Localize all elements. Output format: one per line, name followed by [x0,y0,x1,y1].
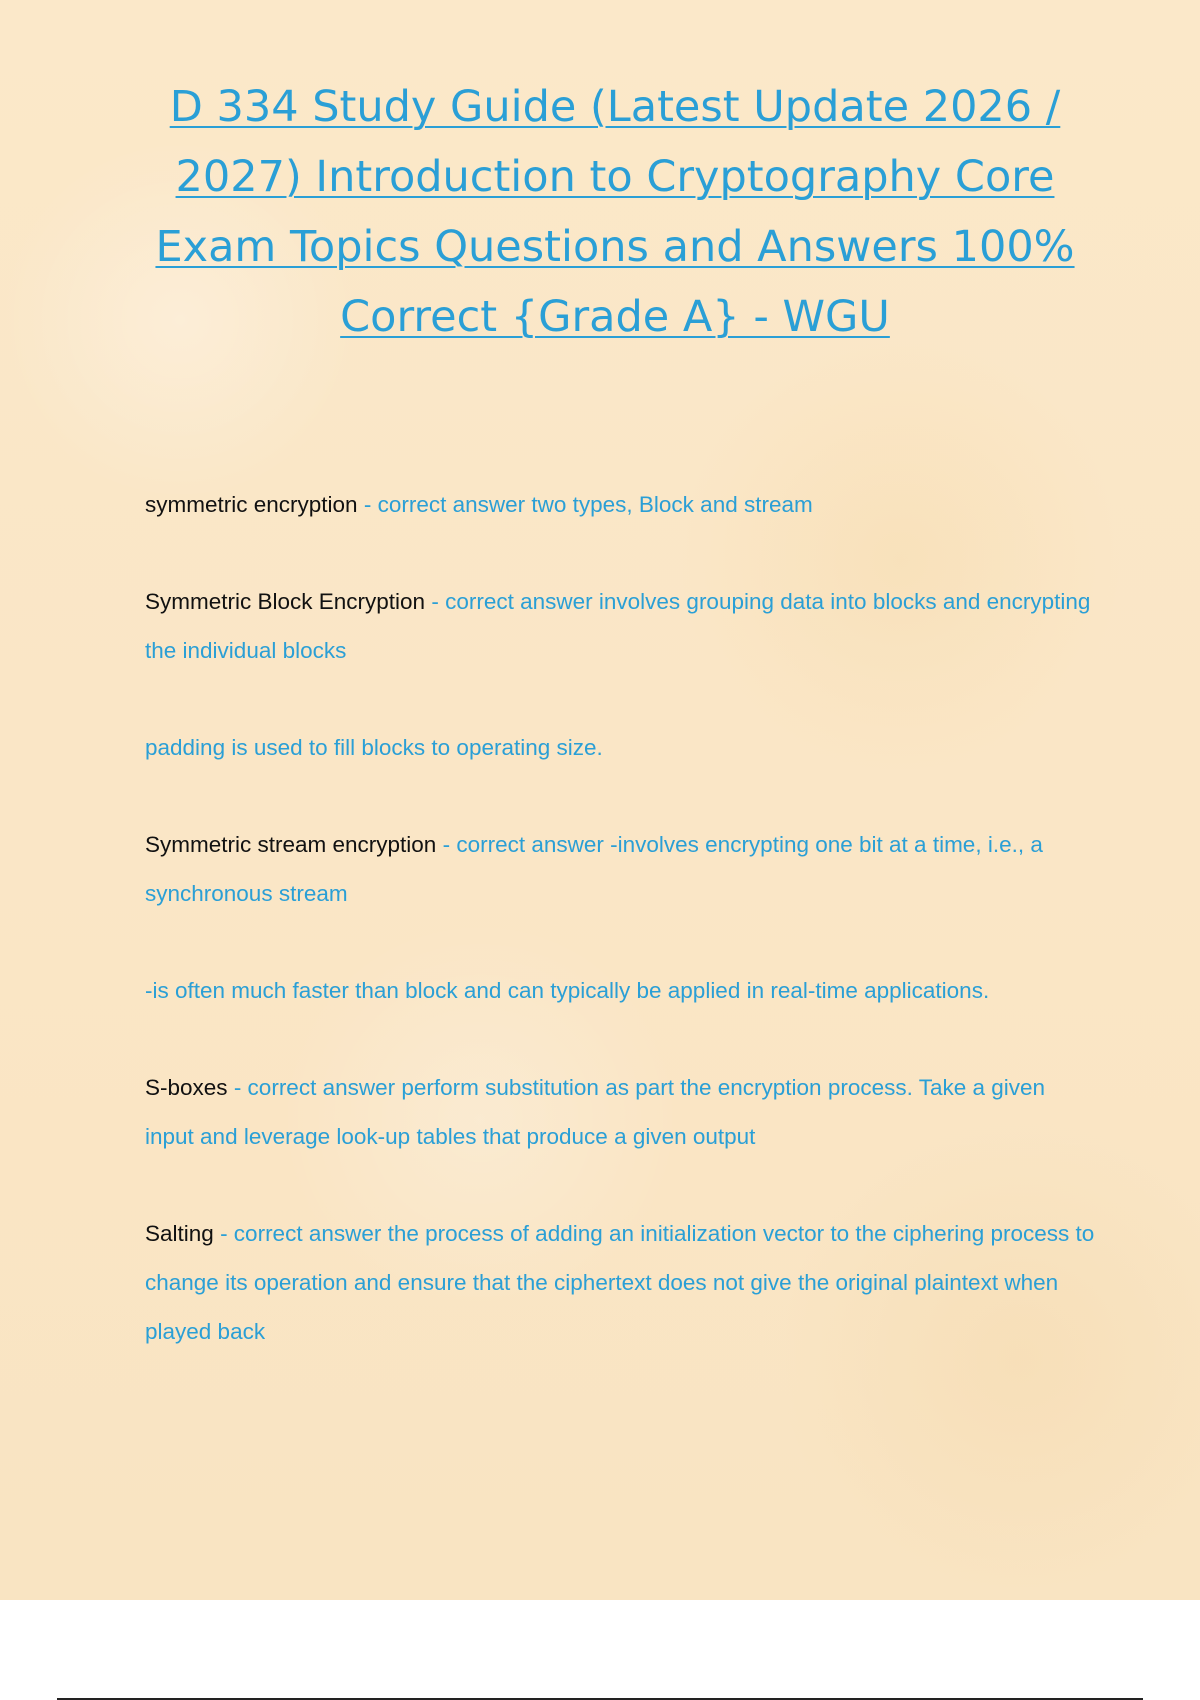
qa-term: Symmetric stream encryption [145,832,437,857]
qa-term: Symmetric Block Encryption [145,589,426,614]
qa-term: S-boxes [145,1075,228,1100]
qa-entry [145,480,1095,529]
title-block [130,72,1100,352]
qa-answer: - correct answer the process of adding an initialization vector to the ciphering process to change its operation and ensure that the ciphertext does not give the original plaintext when played back [145,1221,1095,1344]
qa-entry [145,1063,1095,1161]
qa-term: Salting [145,1221,214,1246]
qa-entry [145,723,1095,772]
document-title[interactable]: D 334 Study Guide (Latest Update 2026 / 2027) Introduction to Cryptography Core Exam Topics Questions and Answers 100% Correct {Grade A} - WGU [155,82,1075,342]
qa-answer: - correct answer two types, Block and stream [363,492,813,517]
qa-entry [145,577,1095,675]
qa-list [145,480,1095,1404]
qa-term: symmetric encryption [145,492,358,517]
qa-entry [145,966,1095,1015]
qa-answer: - correct answer involves grouping data into blocks and encrypting the individual blocks [145,589,1091,663]
qa-answer: padding is used to fill blocks to operating size. [145,735,603,760]
qa-answer: -is often much faster than block and can typically be applied in real-time applications. [145,978,990,1003]
qa-entry [145,820,1095,918]
qa-entry [145,1209,1095,1356]
qa-answer: - correct answer -involves encrypting one bit at a time, i.e., a synchronous stream [145,832,1043,906]
qa-answer: - correct answer perform substitution as part the encryption process. Take a given input and leverage look-up tables that produce a given output [145,1075,1046,1149]
